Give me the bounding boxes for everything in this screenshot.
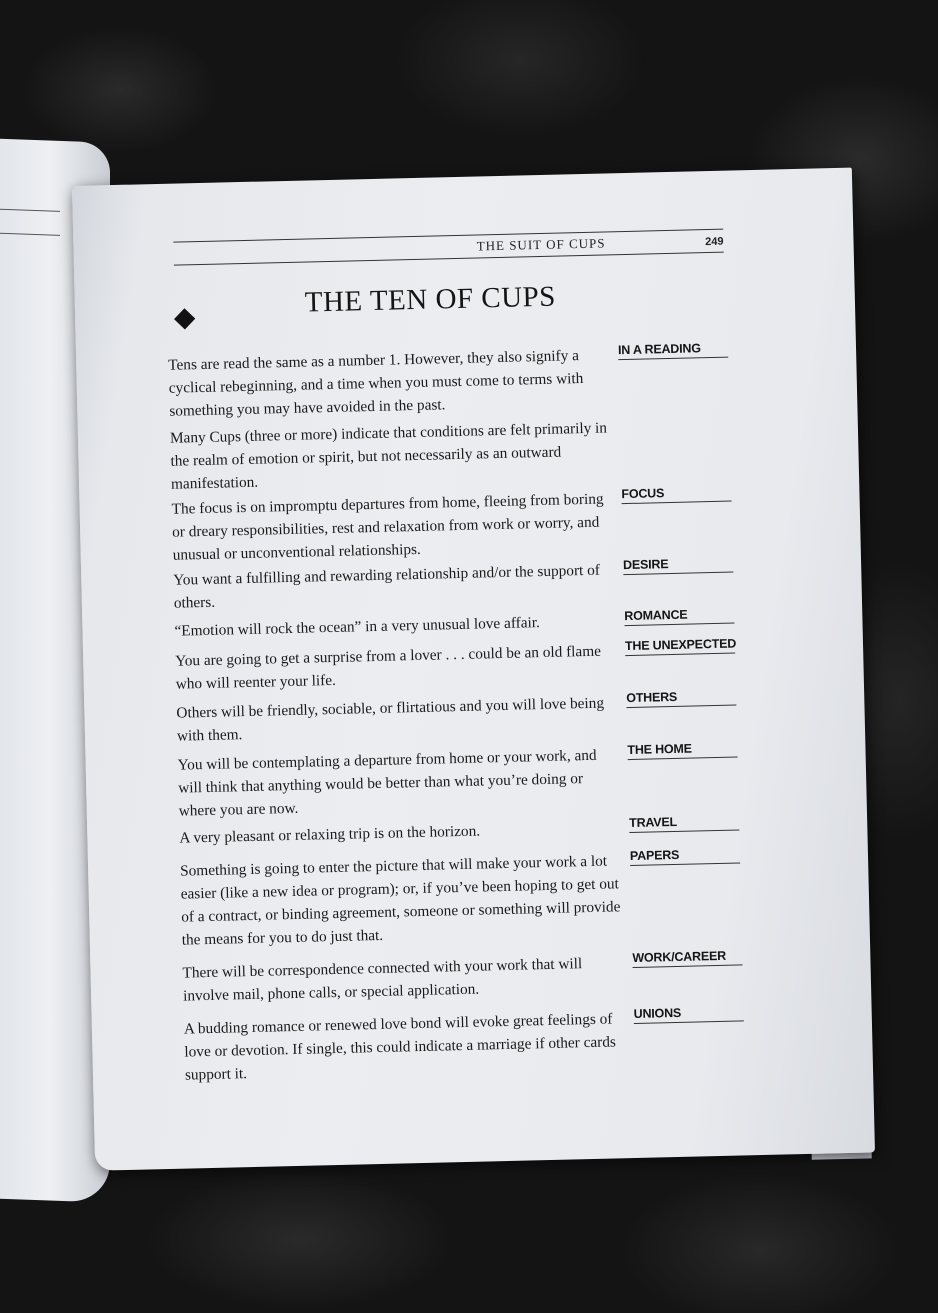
entry-label: OTHERS: [626, 688, 736, 708]
entry-label: UNIONS: [633, 1004, 743, 1024]
entry-label: DESIRE: [623, 556, 733, 576]
entry-text: A very pleasant or relaxing trip is on the horizon.: [179, 822, 481, 847]
entry-label: PAPERS: [630, 846, 740, 866]
entry-text: Something is going to enter the picture that will make your work a lot easier (like a new idea or program); or, if you’ve been hoping to get out of a contract, or binding agreement, someone or something will provide the means for you to do just that.: [179, 852, 621, 949]
entry-in-a-reading: [168, 338, 828, 420]
entry-label: THE HOME: [627, 740, 737, 760]
entry-text: Many Cups (three or more) indicate that conditions are felt primarily in the realm of emotion or spirit, but not necessarily as an outward manifestation.: [169, 419, 608, 493]
entry-text: You are going to get a surprise from a lover . . . could be an old flame who will reenter your life.: [175, 642, 602, 693]
entry-label: WORK/CAREER: [632, 948, 742, 968]
left-page-rule: [0, 233, 60, 236]
entry-label: THE UNEXPECTED: [625, 637, 735, 657]
book-page: [72, 168, 875, 1171]
entry-text: A budding romance or renewed love bond will evoke great feelings of love or devotion. If single, this could indicate a marriage if other cards support it.: [183, 1010, 617, 1084]
page-number: 249: [704, 235, 724, 249]
entry-text: The focus is on impromptu departures from home, fleeing from boring or dreary responsibilities, rest and relaxation from work or worry, and unusual or unconventional relationships.: [171, 490, 604, 564]
entry-label: IN A READING: [618, 341, 728, 361]
entry-text: You will be contemplating a departure from home or your work, and will think that anything would be better than what you’re doing or where you are now.: [177, 746, 597, 820]
running-head: [173, 229, 723, 266]
entry-text: There will be correspondence connected with your work that will involve mail, phone calls, or special application.: [182, 955, 583, 1005]
page-content: [72, 168, 875, 1171]
entry-text: Others will be friendly, sociable, or flirtatious and you will love being with them.: [176, 694, 605, 745]
entry-label: ROMANCE: [624, 607, 734, 627]
chapter-title: THE TEN OF CUPS: [304, 280, 557, 319]
diamond-bullet-icon: [174, 308, 195, 329]
running-head-title: THE SUIT OF CUPS: [476, 235, 606, 254]
entry-text: “Emotion will rock the ocean” in a very unusual love affair.: [174, 614, 541, 640]
left-page-rule: [0, 209, 60, 212]
entry-text: You want a fulfilling and rewarding relationship and/or the support of others.: [173, 561, 601, 612]
entry-text: Tens are read the same as a number 1. However, they also signify a cyclical rebeginning, and a time when you must come to terms with something you may have avoided in the past.: [168, 347, 584, 420]
entry-label: FOCUS: [621, 485, 731, 505]
entry-label: TRAVEL: [629, 813, 739, 833]
